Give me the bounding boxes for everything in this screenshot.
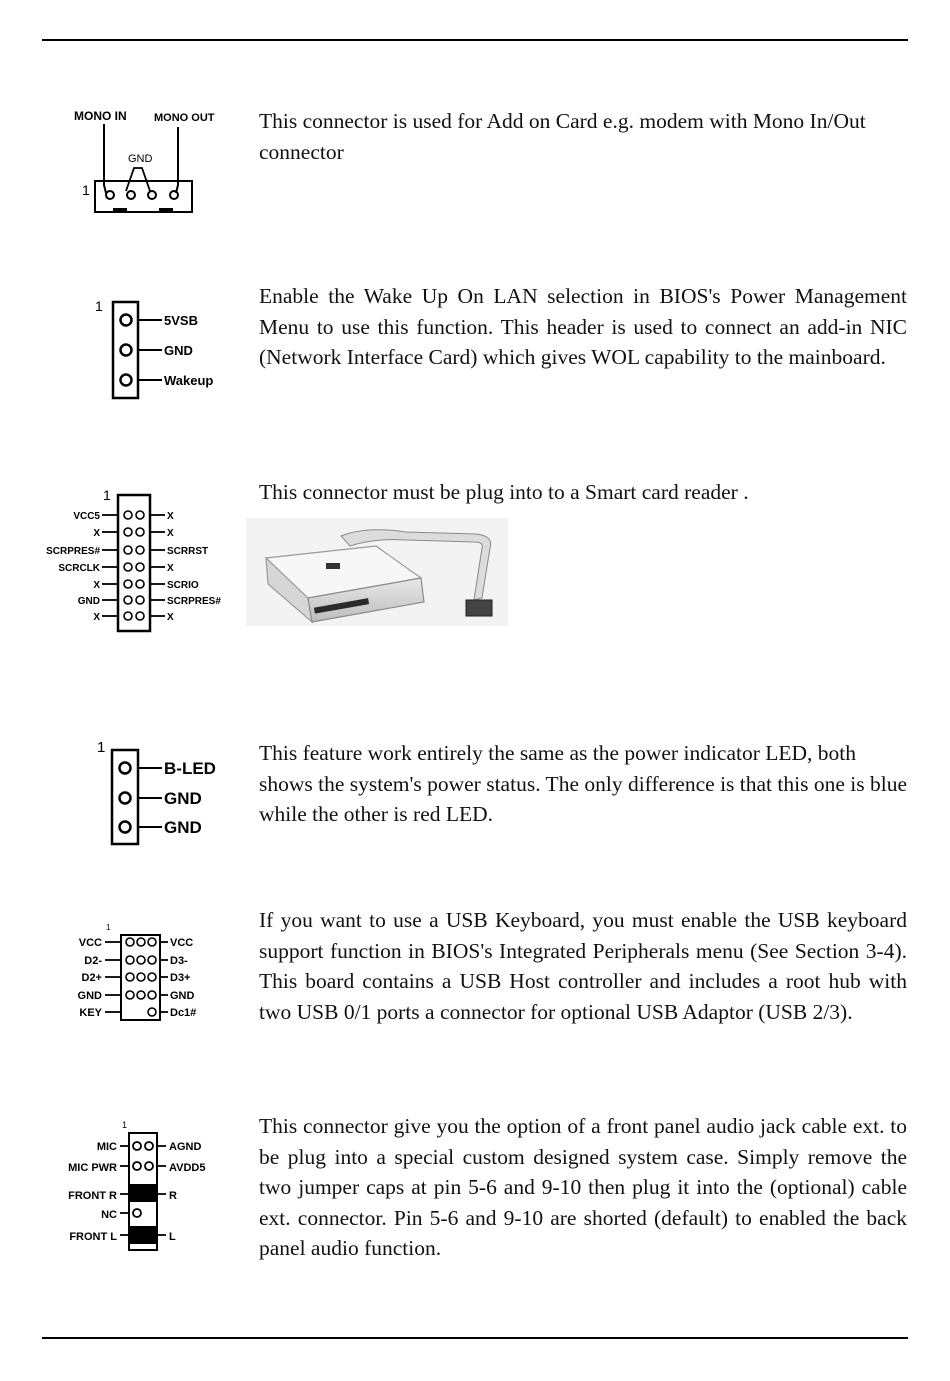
- pin-label: R: [169, 1190, 177, 1202]
- pin-label: X: [93, 580, 100, 591]
- mono-in-label: MONO IN: [74, 109, 127, 123]
- pin: [137, 938, 145, 946]
- pin: [136, 580, 144, 588]
- pin-label: GND: [77, 596, 100, 607]
- pin-label: FRONT L: [69, 1231, 117, 1243]
- pin1-label: 1: [82, 182, 90, 198]
- pin-label: KEY: [79, 1007, 102, 1019]
- pin: [124, 546, 132, 554]
- pin-label: FRONT R: [68, 1190, 117, 1202]
- pin: [126, 991, 134, 999]
- smart-card-reader-illustration: [246, 518, 508, 626]
- pin-label: X: [167, 563, 174, 574]
- pin: [124, 612, 132, 620]
- blue-led-header-diagram: [90, 735, 230, 850]
- pin-label: AGND: [169, 1141, 202, 1153]
- pin: [137, 956, 145, 964]
- wol-pin-gnd: GND: [164, 343, 193, 358]
- pin: [148, 973, 156, 981]
- pin: [124, 580, 132, 588]
- pin1-label: 1: [122, 1120, 128, 1130]
- pin-label: SCRPRES#: [167, 596, 221, 607]
- mono-out-label: MONO OUT: [154, 112, 215, 124]
- pin: [136, 546, 144, 554]
- pin: [148, 991, 156, 999]
- pin: [136, 511, 144, 519]
- audio-left-labels: [68, 1141, 117, 1243]
- pin-label: Dc1#: [170, 1007, 197, 1019]
- mono-connector-diagram: [70, 105, 230, 220]
- smart-card-header-diagram: [40, 484, 230, 636]
- pin: [136, 528, 144, 536]
- usb-header-diagram: [70, 920, 220, 1030]
- b-led-label: B-LED: [164, 759, 216, 778]
- gnd-label: GND: [164, 789, 202, 808]
- pin-label: AVDD5: [169, 1162, 206, 1174]
- pin1-label: 1: [103, 487, 111, 503]
- pin: [148, 1008, 156, 1016]
- pin-label: SCRPRES#: [46, 546, 100, 557]
- pin: [136, 596, 144, 604]
- pin-label: X: [167, 528, 174, 539]
- pin-label: SCRIO: [167, 580, 199, 591]
- pin1-label: 1: [95, 298, 103, 314]
- usb-right-labels: [170, 937, 196, 1019]
- pin: [124, 511, 132, 519]
- pin: [126, 973, 134, 981]
- wol-pin-wakeup: Wakeup: [164, 373, 214, 388]
- front-audio-description: This connector give you the option of a front panel audio jack cable ext. to be plug into a special custom designed system case. Simply remove the two jumper caps at pin 5-6 and 9-10 then plug it into the (optional) cable ext. connector. Pin 5-6 and 9-10 are shorted (default) to enabled the back panel audio function.: [259, 1114, 907, 1260]
- wol-header-diagram: [90, 296, 230, 406]
- pin-label: D2-: [84, 955, 102, 967]
- pin-label: MIC: [96, 1141, 117, 1153]
- pin: [124, 563, 132, 571]
- pin: [137, 991, 145, 999]
- pin-label: X: [93, 612, 100, 623]
- pin: [136, 563, 144, 571]
- pin-label: X: [167, 612, 174, 623]
- pin-label: X: [93, 528, 100, 539]
- pin: [124, 528, 132, 536]
- pin-label: NC: [101, 1209, 117, 1221]
- pin: [126, 956, 134, 964]
- pin-label: X: [167, 511, 174, 522]
- pin: [148, 938, 156, 946]
- pin-label: MIC PWR: [68, 1162, 117, 1174]
- top-rule: [42, 39, 908, 41]
- pin-label: GND: [170, 990, 195, 1002]
- mono-description: This connector is used for Add on Card e.g. modem with Mono In/Out connector: [259, 109, 866, 164]
- pin-label: D3+: [170, 972, 191, 984]
- pin: [148, 956, 156, 964]
- wol-pin-5vsb: 5VSB: [164, 313, 198, 328]
- pin: [137, 973, 145, 981]
- blue-led-description: This feature work entirely the same as the power indicator LED, both shows the system's power status. The only difference is that this one is blue while the other is red LED.: [259, 741, 907, 826]
- pin-label: GND: [77, 990, 102, 1002]
- smart-card-right-labels: [167, 511, 221, 623]
- pin-label: D2+: [81, 972, 102, 984]
- smart-card-reader-photo: [246, 518, 508, 626]
- pin1-label: 1: [97, 739, 106, 756]
- gnd-label: GND: [164, 818, 202, 837]
- pin-label: VCC: [170, 937, 194, 949]
- pin-label: D3-: [170, 955, 188, 967]
- gnd-label: GND: [128, 153, 153, 165]
- pin: [124, 596, 132, 604]
- usb-left-labels: [78, 937, 103, 1019]
- pin-label: VCC: [78, 937, 102, 949]
- pin1-label: 1: [106, 923, 111, 932]
- pin: [126, 938, 134, 946]
- pin-label: VCC5: [73, 511, 100, 522]
- pin-label: SCRRST: [167, 546, 209, 557]
- bottom-rule: [42, 1337, 908, 1339]
- usb-description: If you want to use a USB Keyboard, you must enable the USB keyboard support function in BIOS's Integrated Peripherals menu (See Section 3-4). This board contains a USB Host controller and includes a root hub with two USB 0/1 ports a connector for optional USB Adaptor (USB 2/3).: [259, 908, 907, 1024]
- pin-label: L: [169, 1231, 176, 1243]
- front-audio-header-diagram: [70, 1115, 220, 1255]
- audio-right-labels: [169, 1141, 205, 1243]
- pin-label: SCRCLK: [58, 563, 100, 574]
- smart-card-left-labels: [46, 511, 101, 623]
- wol-description: Enable the Wake Up On LAN selection in BIOS's Power Management Menu to use this function. This header is used to connect an add-in NIC (Network Interface Card) which gives WOL capability to the mainboard.: [259, 284, 907, 369]
- pin: [136, 612, 144, 620]
- smart-card-description: This connector must be plug into to a Smart card reader .: [259, 480, 749, 504]
